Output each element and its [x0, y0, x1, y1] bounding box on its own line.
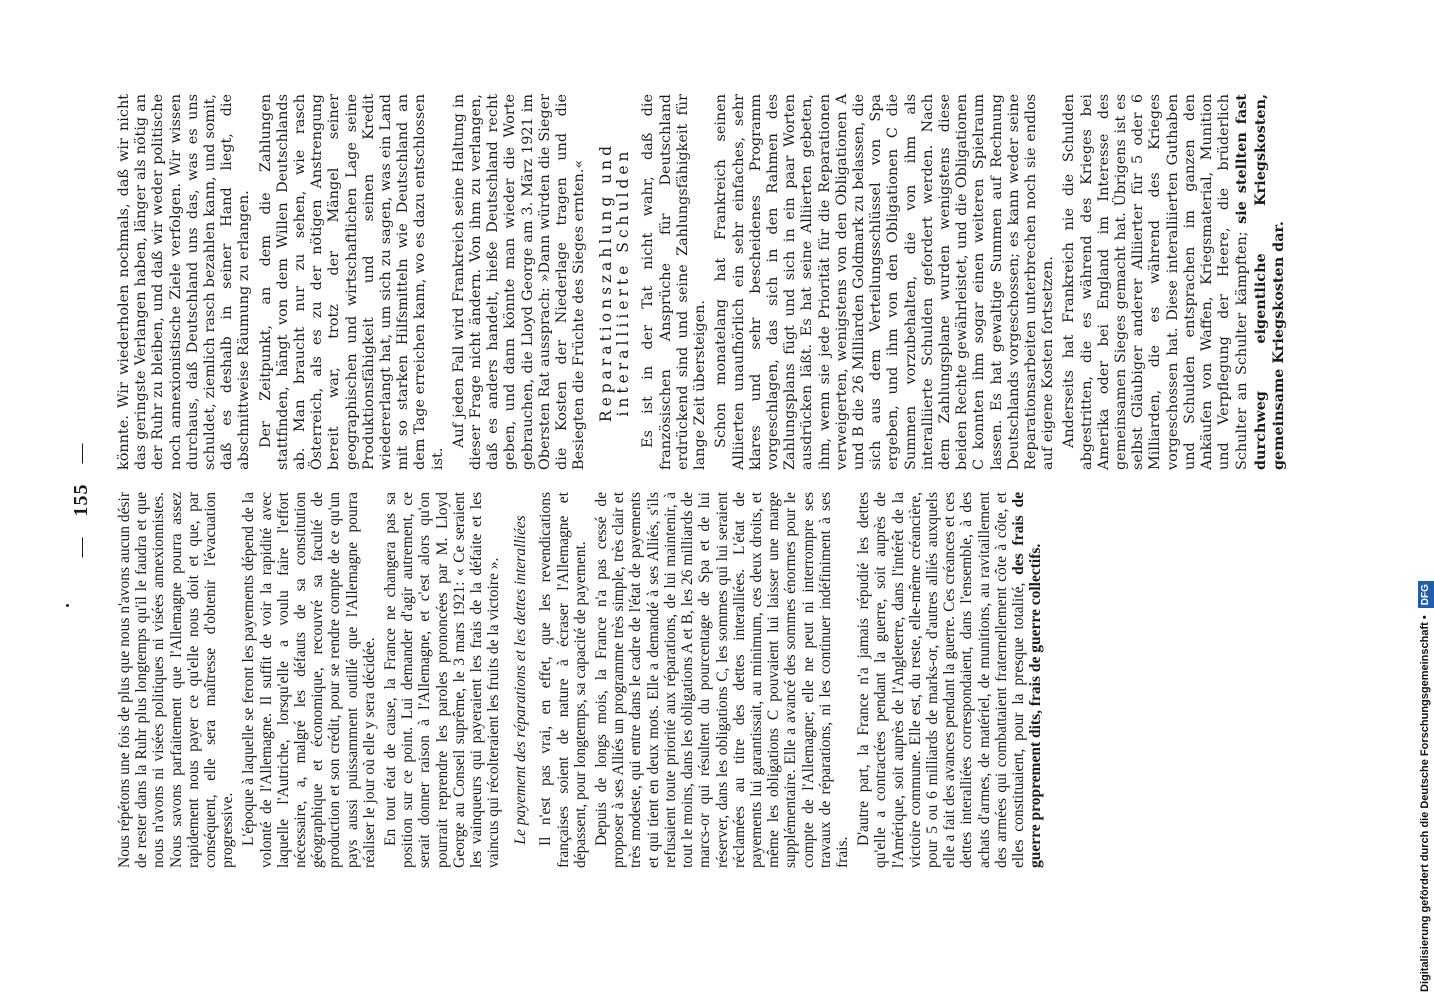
dfg-logo: DFG [1418, 581, 1434, 608]
french-paragraph-5: Depuis de longs mois, la France n'a pas cessé de proposer à ses Alliés un programme très simple, très clair et très modeste, qui entre dans le cadre de l'état de payements et qui tient en deux mots. Elle a demandé à ses Alliés, s'ils refusaient toute priorité aux réparations, de lui maintenir, à tout le moins, dans les obligations A et B, les 26 milliards de marcs-or qui résultent du pourcentage de Spa et de lui réserver, dans les obligations C, les sommes qui lui seraient réclamées au titre des dettes interalliées. L'état de payements lui garantissait, au minimum, ces deux droits, et même les obligations C pouvaient lui laisser une marge supplémentaire. Elle a avancé des sommes énormes pour le compte de l'Allemagne; elle ne peut ni interrompre ses travaux de réparations, ni les continuer indéfiniment à ses frais. [593, 492, 851, 868]
header-dash-right: — [70, 442, 92, 464]
german-paragraph-4: Es ist in der Tat nicht wahr, daß die französischen Ansprüche für Deutschland erdrückend sind und seine Zahlungsfähigkeit für lange Zeit übersteigen. [640, 94, 709, 470]
german-paragraph-1: könnte. Wir wiederholen nochmals, daß wir nicht das geringste Verlangen haben, länger als nötig an der Ruhr zu bleiben, und daß wir weder politische noch annexionistische Ziele verfolgen. Wir wissen durchaus, daß Deutschland uns das, was es uns schuldet, ziemlich rasch bezahlen kann, und somit, daß es deshalb in seiner Hand liegt, die abschnittweise Räumung zu erlangen. [116, 94, 253, 470]
french-paragraph-6 [855, 492, 1044, 868]
header-dash-left: — [70, 536, 92, 558]
german-paragraph-3: Auf jeden Fall wird Frankreich seine Haltung in dieser Frage nicht ändern. Von ihm zu verlangen, daß es anders handelt, hieße Deutschland recht geben, und dann könnte man wieder die Worte gebrauchen, die Lloyd George am 3. März 1921 im Obersten Rat aussprach: »Dann würden die Sieger die Kosten der Niederlage tragen und die Besiegten die Früchte des Sieges ernten.« [450, 94, 588, 470]
german-paragraph-2: Der Zeitpunkt, an dem die Zahlungen stattfinden, hängt von dem Willen Deutschlands ab. Man braucht nur zu sehen, wie rasch Österreich, als es zu der nötigen Anstrengung bereit war, trotz der Mängel seiner geographischen und wirtschaftlichen Lage seine Produktionsfähigkeit und seinen Kredit wiedererlangt hat, um sich zu sagen, was ein Land mit so starken Hilfsmitteln wie Deutschland an dem Tage erreichen kann, wo es dazu entschlossen ist. [257, 94, 446, 470]
german-paragraph-6-bold: sie stellten fast durchweg eigentliche Kriegskosten, gemeinsame Kriegskosten dar. [1233, 94, 1287, 470]
german-paragraph-6 [1061, 94, 1288, 470]
german-paragraph-5: Schon monatelang hat Frankreich seinen Alliierten unaufhörlich ein sehr einfaches, sehr klares und sehr bescheidenes Programm vorgeschlagen, das sich in den Rahmen des Zahlungsplans fügt und sich in ein paar Worten ausdrücken läßt. Es hat seine Alliierten gebeten, ihm, wenn sie jede Priorität für die Reparationen verweigerten, wenigstens von den Obligationen A und B die 26 Milliarden Goldmark zu belassen, die sich aus dem Verteilungsschlüssel von Spa ergeben, und ihm von den Obligationen C die Summen vorzubehalten, die von ihm als interalliierte Schulden gefordert werden. Nach dem Zahlungsplane wurden wenigstens diese beiden Rechte gewährleistet, und die Obligationen C konnten ihm sogar einen weiteren Spielraum lassen. Es hat gewaltige Summen auf Rechnung Deutschlands vorgeschossen; es kann weder seine Reparationsarbeiten unterbrechen noch sie endlos auf eigene Kosten fortsetzen. [713, 94, 1057, 470]
french-paragraph-6-bold: des frais de guerre proprement dits, frais de guerre collectifs. [1009, 492, 1045, 868]
page-number: 155 [70, 483, 92, 517]
french-paragraph-1: Nous répétons une fois de plus que nous n'avons aucun désir de rester dans la Ruhr plus longtemps qu'il le faudra et que nous n'avons ni visées politiques ni visées annexionnistes. Nous savons parfaitement que l'Allemagne pourra assez rapidement nous payer ce qu'elle nous doit et que, par conséquent, elle sera maîtresse d'obtenir l'évacuation progressive. [116, 492, 237, 868]
french-paragraph-2: L'époque à laquelle se feront les payements dépend de la volonté de l'Allemagne. Il suffit de voir la rapidité avec laquelle l'Autriche, lorsqu'elle a voulu faire l'effort nécessaire, a, malgré les défauts de sa constitution géographique et économique, recouvré sa faculté de production et son crédit, pour se rendre compte de ce qu'un pays aussi puissamment outillé que l'Allemagne pourra réaliser le jour où elle y sera décidée. [240, 492, 378, 868]
french-paragraph-3: En tout état de cause, la France ne changera pas sa position sur ce point. Lui demander d'agir autrement, ce serait donner raison à l'Allemagne, et c'est alors qu'on pourrait reprendre les paroles prononcées par M. Lloyd George au Conseil suprême, le 3 mars 1921: « Ce seraient les vainqueurs qui payeraient les frais de la défaite et les vaincus qui récolteraient les fruits de la victoire ». [382, 492, 503, 868]
german-column [116, 94, 1292, 470]
credit-text: Digitalisierung gefördert durch die Deutsche Forschungsgemeinschaft • [1419, 612, 1431, 992]
french-section-heading: Le payement des réparations et les dettes interalliées [512, 515, 530, 845]
german-paragraph-6-text: Anderseits hat Frankreich nie die Schulden abgestritten, die es während des Krieges bei Amerika oder bei England im Interesse des gemeinsamen Sieges gemacht hat. Übrigens ist es selbst Gläubiger anderer Alliierter für 5 oder 6 Milliarden, die es während des Krieges vorgeschossen hat. Diese interalliierten Guthaben und Schulden entsprachen im ganzen den Ankäufen von Waffen, Kriegsmaterial, Munition und Verpflegung der Heere, die brüderlich Schulter an Schulter kämpften; [1061, 94, 1251, 470]
french-paragraph-6-text: D'autre part, la France n'a jamais répudié les dettes qu'elle a contractées pendant la guerre, soit auprès de l'Amérique, soit auprès de l'Angleterre, dans l'intérêt de la victoire commune. Elle est, du reste, elle-même créancière, pour 5 ou 6 milliards de marks-or, d'autres alliés auxquels elle a fait des avances pendant la guerre. Ces créances et ces dettes interalliées correspondaient, dans l'ensemble, à des achats d'armes, de matériel, de munitions, au ravitaillement des armées qui combattaient fraternellement côte à côte, et elles constituaient, pour la presque totalité, [855, 492, 1027, 868]
french-paragraph-4: Il n'est pas vrai, en effet, que les revendications françaises soient de nature à écraser l'Allemagne et dépassent, pour longtemps, sa capacité de payement. [537, 492, 589, 868]
french-column [116, 492, 1048, 868]
page-header [70, 0, 93, 1000]
german-section-heading: Reparationszahlung und interalliierte Schulden [597, 141, 633, 423]
scan-speck [66, 604, 69, 607]
digitization-credit [1417, 8, 1433, 992]
credit-line [1417, 8, 1433, 992]
